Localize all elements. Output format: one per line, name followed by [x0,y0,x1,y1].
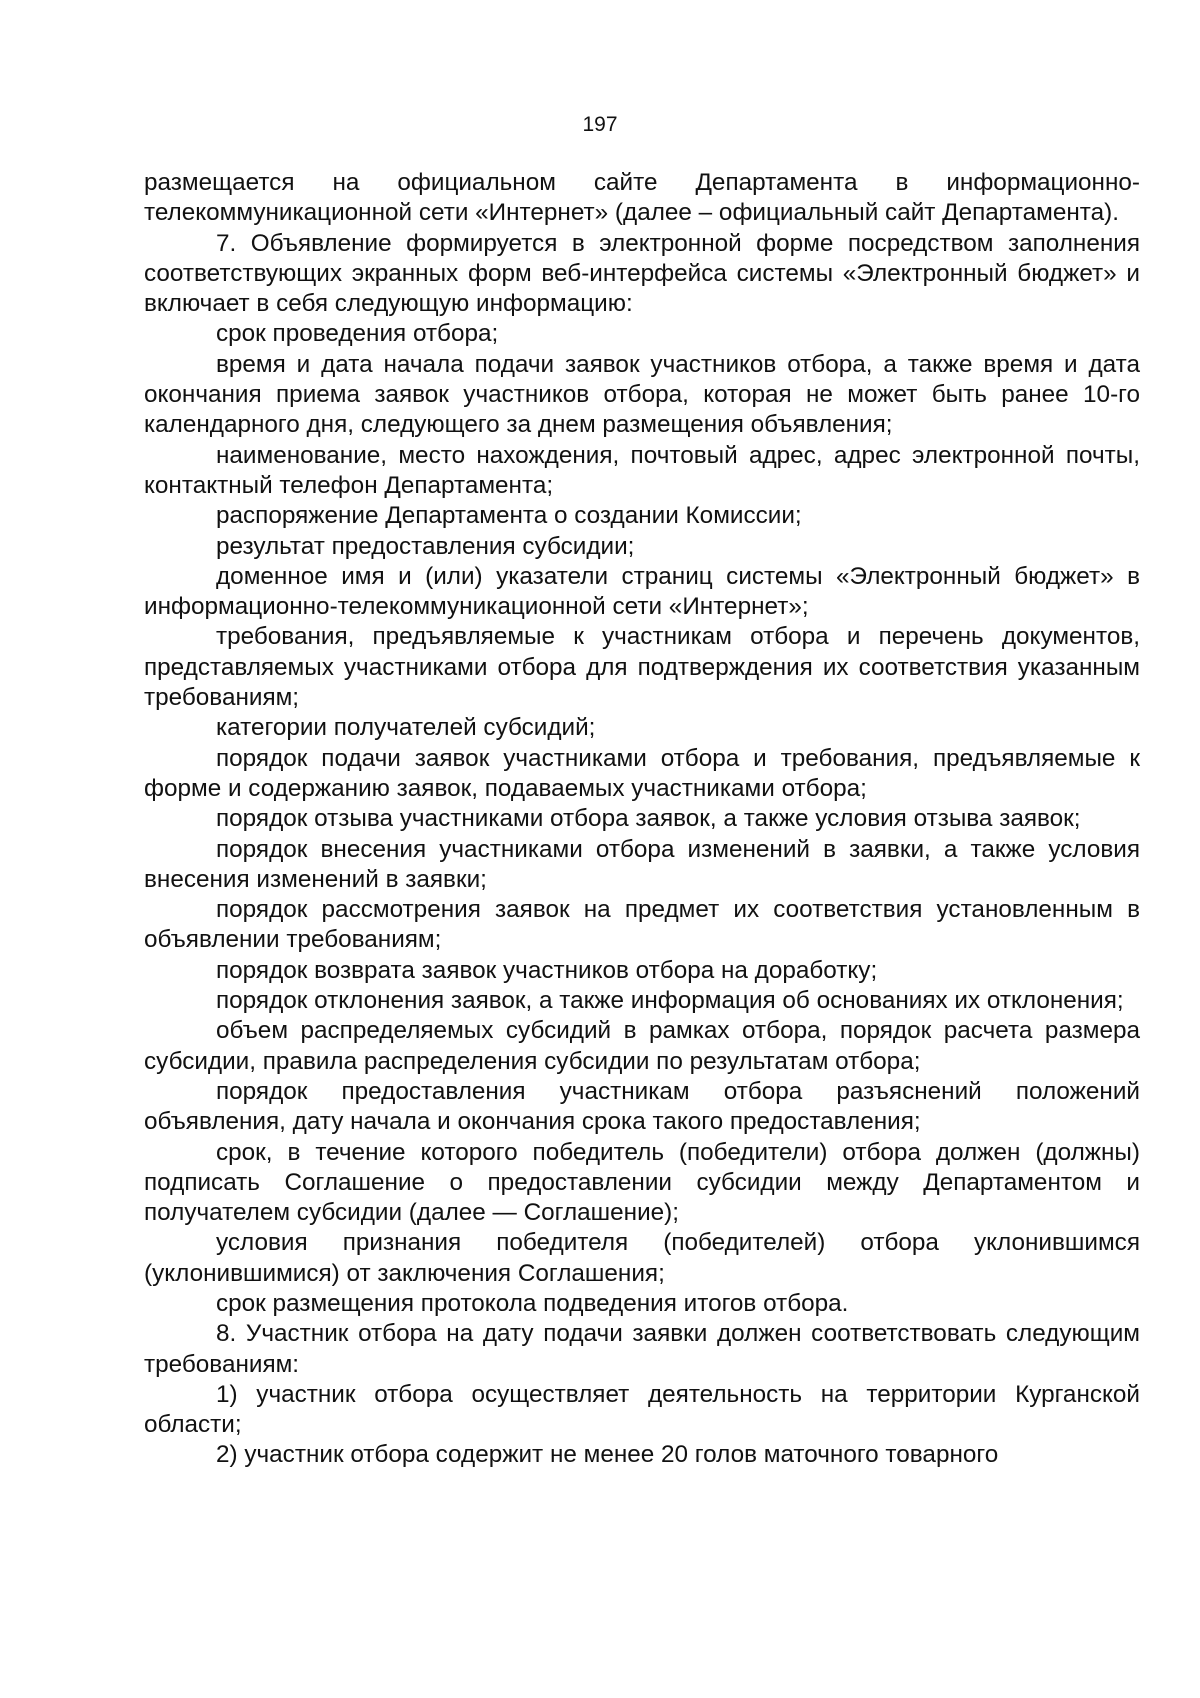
paragraph: категории получателей субсидий; [216,714,596,742]
paragraph: распоряжение Департамента о создании Комиссии; [216,502,802,530]
document-body [144,168,1140,1471]
paragraph: срок размещения протокола подведения итогов отбора. [216,1289,849,1317]
paragraph: 1) участник отбора осуществляет деятельность на территории Курганской области; [144,1380,1140,1439]
paragraph: результат предоставления субсидии; [216,532,635,560]
paragraph: доменное имя и (или) указатели страниц системы «Электронный бюджет» в информационно-телекоммуникационной сети «Интернет»; [144,562,1140,621]
paragraph: наименование, место нахождения, почтовый адрес, адрес электронной почты, контактный телефон Департамента; [144,441,1140,499]
paragraph: условия признания победителя (победителей) отбора уклонившимся (уклонившимися) от заключения Соглашения; [144,1229,1140,1287]
paragraph: срок, в течение которого победитель (победители) отбора должен (должны) подписать Соглашение о предоставлении субсидии между Департаментом и получателем субсидии (далее — Соглашение); [144,1138,1140,1227]
paragraph: размещается на официальном сайте Департамента в информационно-телекоммуникационной сети «Интернет» (далее – официальный сайт Департамента). [144,169,1140,227]
paragraph: порядок отклонения заявок, а также информация об основаниях их отклонения; [216,987,1124,1015]
paragraph: 7. Объявление формируется в электронной форме посредством заполнения соответствующих экранных форм веб-интерфейса системы «Электронный бюджет» и включает в себя следующую информацию: [144,229,1140,318]
paragraph: порядок предоставления участникам отбора разъяснений положений объявления, дату начала и окончания срока такого предоставления; [144,1077,1140,1136]
paragraph: порядок подачи заявок участниками отбора и требования, предъявляемые к форме и содержанию заявок, подаваемых участниками отбора; [144,744,1140,802]
page-number: 197 [582,113,618,136]
paragraph: требования, предъявляемые к участникам отбора и перечень документов, представляемых участниками отбора для подтверждения их соответствия указанным требованиям; [144,623,1140,712]
paragraph: порядок рассмотрения заявок на предмет их соответствия установленным в объявлении требованиям; [144,896,1140,954]
paragraph: порядок отзыва участниками отбора заявок, а также условия отзыва заявок; [216,805,1081,833]
paragraph: 2) участник отбора содержит не менее 20 голов маточного товарного [216,1441,999,1469]
paragraph: срок проведения отбора; [216,320,499,348]
paragraph: порядок возврата заявок участников отбора на доработку; [216,956,878,984]
paragraph: объем распределяемых субсидий в рамках отбора, порядок расчета размера субсидии, правила распределения субсидии по результатам отбора; [144,1017,1140,1075]
paragraph: время и дата начала подачи заявок участников отбора, а также время и дата окончания приема заявок участников отбора, которая не может быть ранее 10-го календарного дня, следующего за днем размещения объявления; [144,350,1140,439]
paragraph: порядок внесения участниками отбора изменений в заявки, а также условия внесения изменений в заявки; [144,835,1140,893]
paragraph: 8. Участник отбора на дату подачи заявки должен соответствовать следующим требованиям: [144,1320,1140,1378]
